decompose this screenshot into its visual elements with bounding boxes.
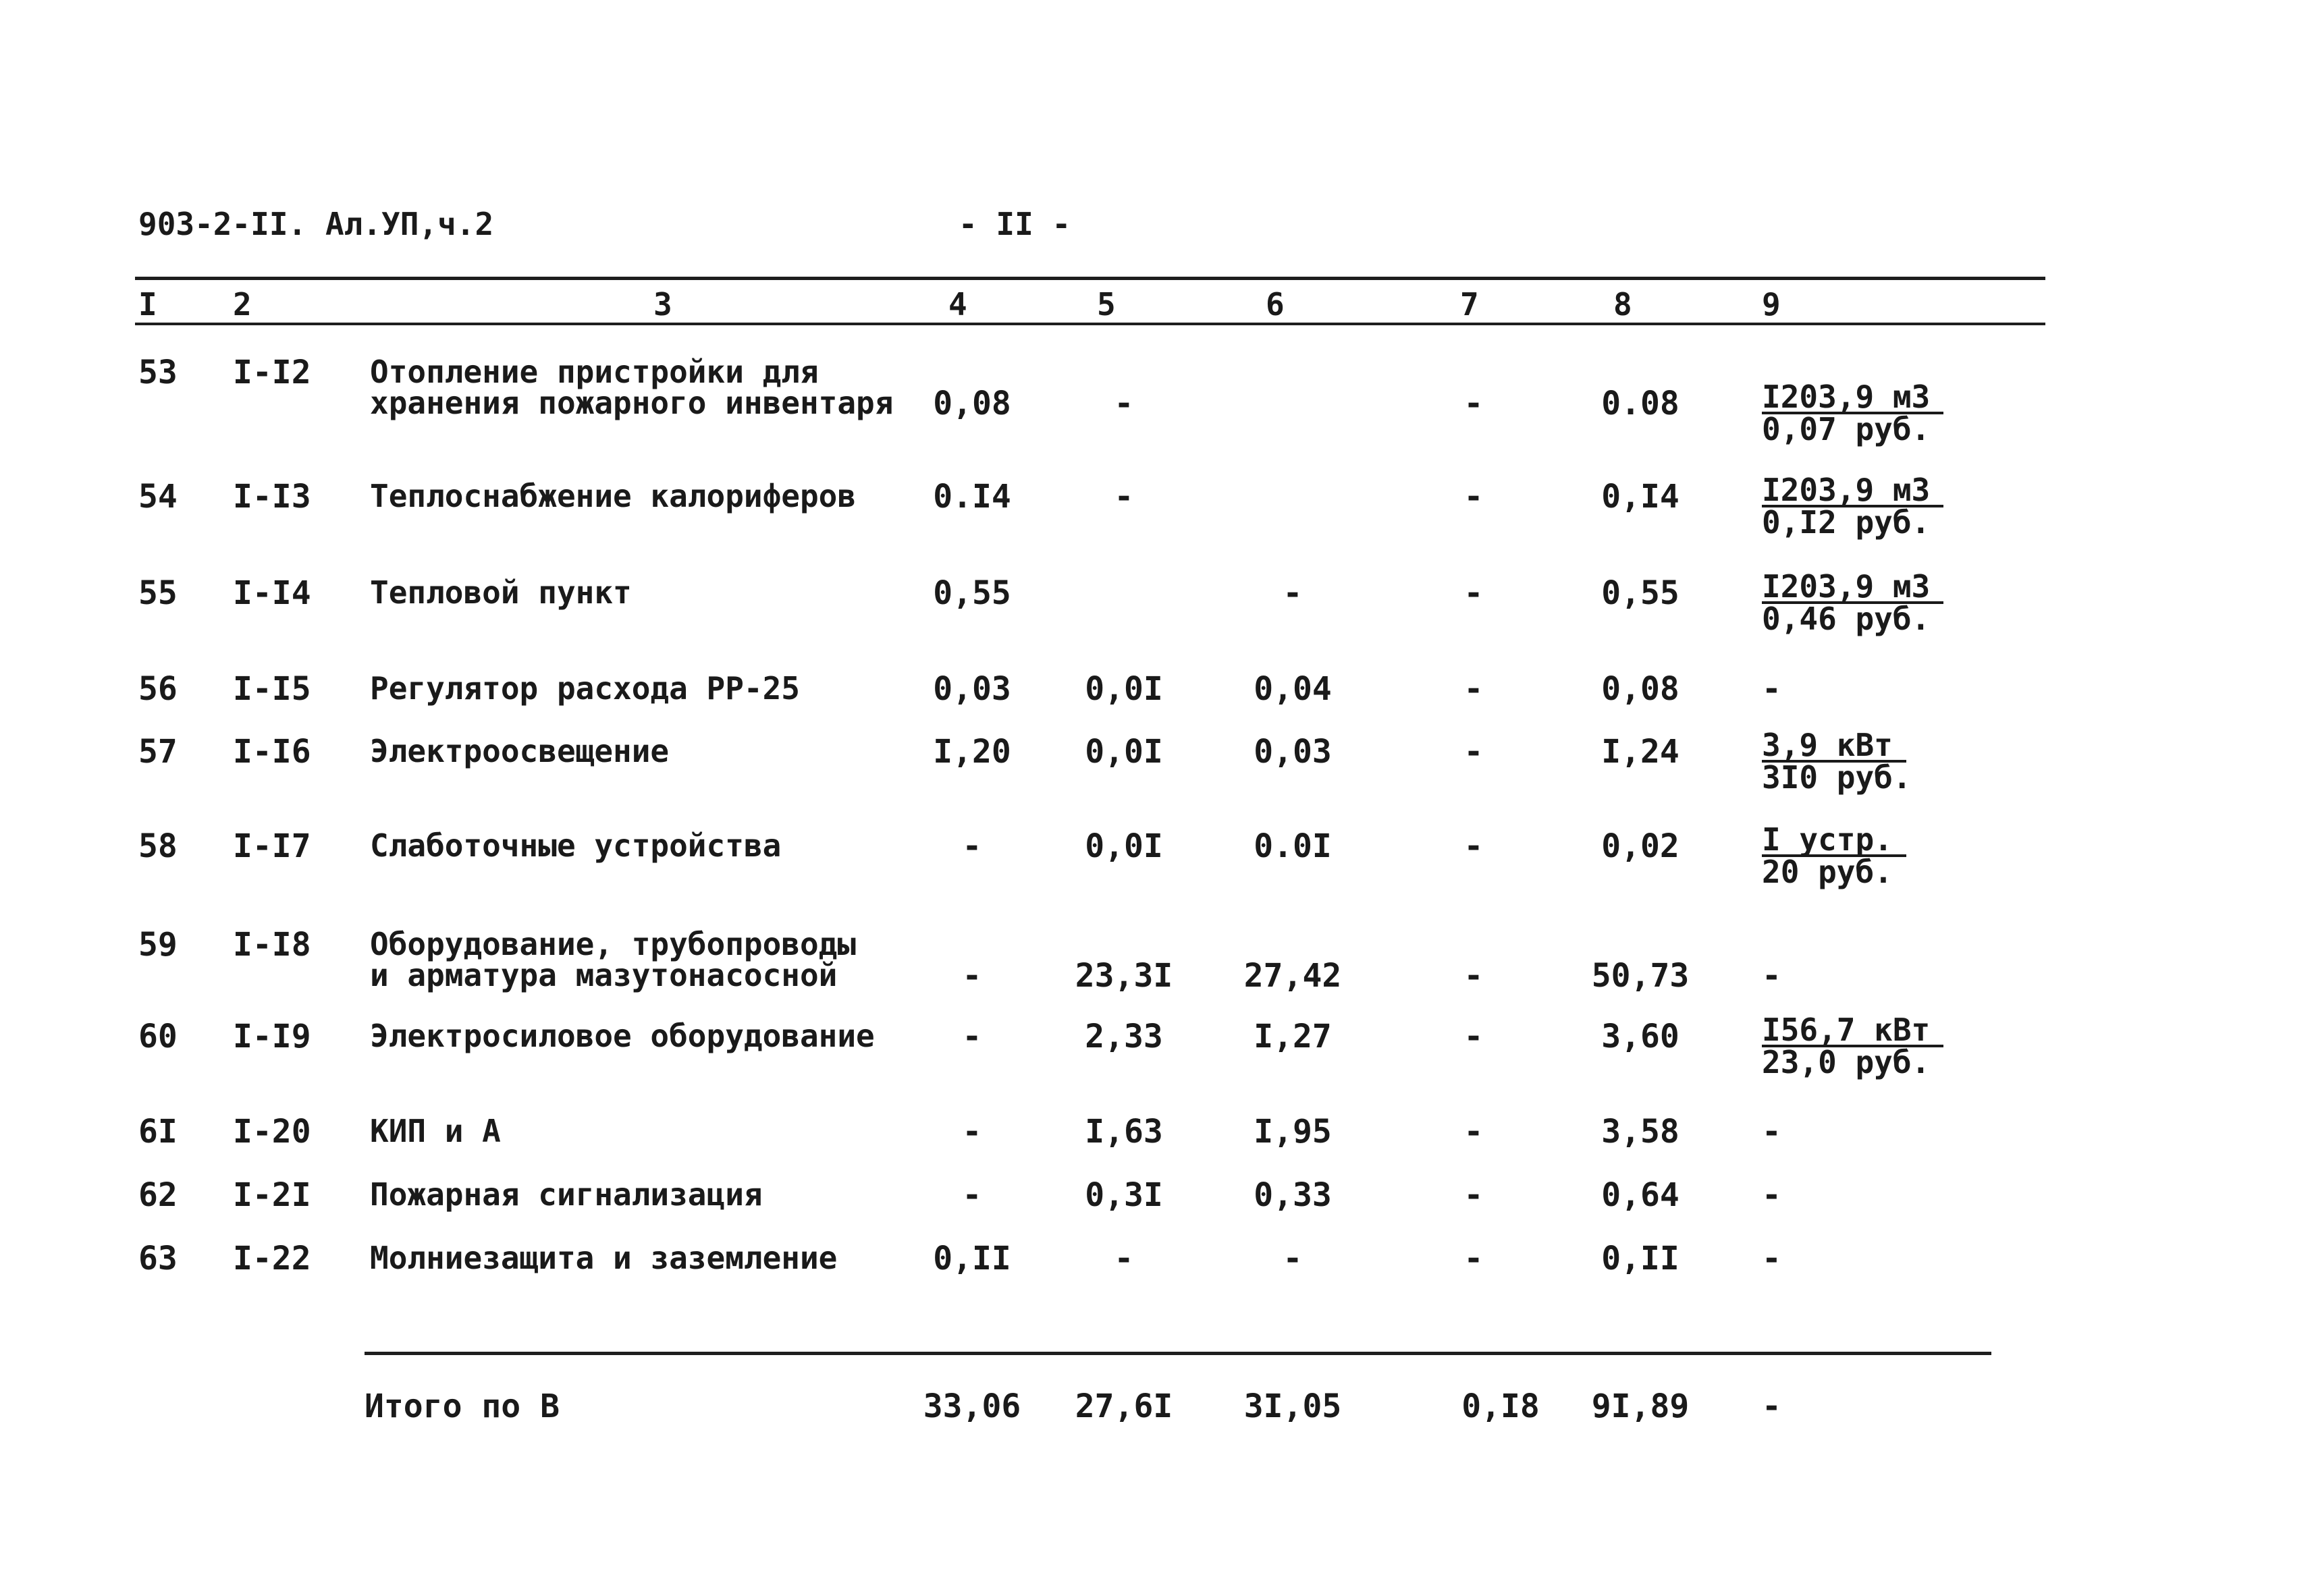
row-description: Регулятор расхода РР-25 bbox=[370, 670, 800, 707]
row-col-5: - bbox=[1114, 1240, 1134, 1277]
row-col-6: - bbox=[1283, 1240, 1303, 1277]
row-col-8: 0,55 bbox=[1601, 574, 1679, 612]
col-header-4: 4 bbox=[948, 286, 967, 323]
row-col-7: - bbox=[1463, 1240, 1484, 1277]
total-col-9: - bbox=[1762, 1387, 1781, 1425]
row-number: 62 bbox=[138, 1176, 178, 1214]
col-header-7: 7 bbox=[1460, 286, 1479, 323]
row-description: Тепловой пункт bbox=[370, 574, 632, 611]
row-col-9-fraction bbox=[1762, 1012, 1943, 1080]
row-col-8: I,24 bbox=[1601, 733, 1679, 771]
row-col-4: - bbox=[962, 1113, 982, 1151]
row-col-7: - bbox=[1463, 1113, 1484, 1151]
row-number: 60 bbox=[138, 1018, 178, 1055]
row-description: Отопление пристройки для хранения пожарного инвентаря bbox=[370, 354, 894, 421]
row-code: I-I3 bbox=[233, 478, 311, 516]
row-col-9-fraction bbox=[1762, 472, 1943, 541]
row-number: 55 bbox=[138, 574, 178, 612]
row-col-4: 0,II bbox=[933, 1240, 1011, 1277]
row-col-6: I,27 bbox=[1254, 1018, 1332, 1055]
row-col-5: I,63 bbox=[1085, 1113, 1163, 1151]
total-rule bbox=[365, 1352, 1991, 1355]
row-col-9: - bbox=[1762, 957, 1781, 995]
col-header-9: 9 bbox=[1762, 286, 1781, 323]
row-description: КИП и А bbox=[370, 1113, 501, 1149]
row-code: I-2I bbox=[233, 1176, 311, 1214]
total-col-6: 3I,05 bbox=[1243, 1387, 1342, 1425]
row-col-5: 0,0I bbox=[1085, 827, 1163, 865]
fraction-denominator: 23,0 руб. bbox=[1762, 1044, 1931, 1080]
row-col-7: - bbox=[1463, 957, 1484, 995]
fraction-numerator: I устр. bbox=[1762, 825, 1906, 857]
fraction-denominator: 20 руб. bbox=[1762, 854, 1893, 890]
table-top-rule bbox=[135, 277, 2045, 280]
row-col-5: 23,3I bbox=[1075, 957, 1173, 995]
row-col-4: - bbox=[962, 827, 982, 865]
row-description: Молниезащита и заземление bbox=[370, 1240, 838, 1276]
row-number: 54 bbox=[138, 478, 178, 516]
row-col-5: - bbox=[1114, 385, 1134, 422]
col-header-3: 3 bbox=[653, 286, 672, 323]
col-header-5: 5 bbox=[1097, 286, 1116, 323]
row-description: Теплоснабжение калориферов bbox=[370, 478, 857, 514]
row-col-8: 0,II bbox=[1601, 1240, 1679, 1277]
fraction-denominator: 0,46 руб. bbox=[1762, 601, 1931, 637]
row-col-4: 0,08 bbox=[933, 385, 1011, 422]
total-col-8: 9I,89 bbox=[1591, 1387, 1690, 1425]
row-description: Оборудование, трубопроводы и арматура мазутонасосной bbox=[370, 926, 857, 993]
row-col-8: 3,58 bbox=[1601, 1113, 1679, 1151]
row-code: I-22 bbox=[233, 1240, 311, 1277]
row-col-9: - bbox=[1762, 1176, 1781, 1214]
row-col-5: - bbox=[1114, 478, 1134, 516]
row-col-8: 0,08 bbox=[1601, 670, 1679, 708]
row-col-9: - bbox=[1762, 670, 1781, 708]
row-col-7: - bbox=[1463, 670, 1484, 708]
row-number: 57 bbox=[138, 733, 178, 771]
row-col-7: - bbox=[1463, 827, 1484, 865]
row-col-4: I,20 bbox=[933, 733, 1011, 771]
row-col-6: 0,04 bbox=[1254, 670, 1332, 708]
row-description: Пожарная сигнализация bbox=[370, 1176, 763, 1213]
row-description: Электросиловое оборудование bbox=[370, 1018, 875, 1054]
row-col-9-fraction bbox=[1762, 821, 1906, 890]
fraction-numerator: I203,9 м3 bbox=[1762, 572, 1943, 604]
row-col-5: 0,0I bbox=[1085, 670, 1163, 708]
row-col-4: 0,55 bbox=[933, 574, 1011, 612]
row-number: 6I bbox=[138, 1113, 178, 1151]
row-number: 58 bbox=[138, 827, 178, 865]
fraction-denominator: 3I0 руб. bbox=[1762, 759, 1912, 796]
row-col-4: 0,03 bbox=[933, 670, 1011, 708]
page-number: - II - bbox=[959, 206, 1071, 242]
row-col-4: - bbox=[962, 1018, 982, 1055]
row-col-7: - bbox=[1463, 733, 1484, 771]
row-code: I-20 bbox=[233, 1113, 311, 1151]
col-header-2: 2 bbox=[233, 286, 252, 323]
row-col-5: 0,3I bbox=[1085, 1176, 1163, 1214]
col-header-6: 6 bbox=[1266, 286, 1285, 323]
row-description: Электроосвещение bbox=[370, 733, 670, 769]
fraction-denominator: 0,I2 руб. bbox=[1762, 504, 1931, 541]
row-col-6: 0,33 bbox=[1254, 1176, 1332, 1214]
row-col-4: - bbox=[962, 957, 982, 995]
row-col-9-fraction bbox=[1762, 379, 1943, 447]
row-col-6: I,95 bbox=[1254, 1113, 1332, 1151]
row-col-9: - bbox=[1762, 1113, 1781, 1151]
fraction-numerator: I203,9 м3 bbox=[1762, 382, 1943, 414]
row-col-8: 0.08 bbox=[1601, 385, 1679, 422]
row-col-4: 0.I4 bbox=[933, 478, 1011, 516]
row-col-7: - bbox=[1463, 478, 1484, 516]
total-col-4: 33,06 bbox=[923, 1387, 1021, 1425]
row-col-7: - bbox=[1463, 1176, 1484, 1214]
row-col-6: 27,42 bbox=[1243, 957, 1342, 995]
row-col-7: - bbox=[1463, 574, 1484, 612]
total-label: Итого по В bbox=[365, 1387, 560, 1425]
total-col-5: 27,6I bbox=[1075, 1387, 1173, 1425]
row-number: 56 bbox=[138, 670, 178, 708]
fraction-numerator: I56,7 кВт bbox=[1762, 1015, 1943, 1047]
row-col-7: - bbox=[1463, 1018, 1484, 1055]
row-col-6: 0.0I bbox=[1254, 827, 1332, 865]
row-code: I-I2 bbox=[233, 354, 311, 391]
row-col-8: 3,60 bbox=[1601, 1018, 1679, 1055]
row-code: I-I6 bbox=[233, 733, 311, 771]
row-code: I-I9 bbox=[233, 1018, 311, 1055]
row-col-9-fraction bbox=[1762, 727, 1912, 796]
row-code: I-I5 bbox=[233, 670, 311, 708]
row-code: I-I4 bbox=[233, 574, 311, 612]
row-col-8: 0,02 bbox=[1601, 827, 1679, 865]
table-header-rule bbox=[135, 323, 2045, 325]
row-col-5: 2,33 bbox=[1085, 1018, 1163, 1055]
row-col-7: - bbox=[1463, 385, 1484, 422]
row-code: I-I8 bbox=[233, 926, 311, 964]
row-col-4: - bbox=[962, 1176, 982, 1214]
row-number: 63 bbox=[138, 1240, 178, 1277]
row-col-5: 0,0I bbox=[1085, 733, 1163, 771]
row-code: I-I7 bbox=[233, 827, 311, 865]
fraction-numerator: I203,9 м3 bbox=[1762, 475, 1943, 507]
col-header-1: I bbox=[138, 286, 157, 323]
row-col-6: - bbox=[1283, 574, 1303, 612]
fraction-numerator: 3,9 кВт bbox=[1762, 730, 1906, 763]
row-description: Слаботочные устройства bbox=[370, 827, 782, 864]
row-col-9: - bbox=[1762, 1240, 1781, 1277]
row-number: 53 bbox=[138, 354, 178, 391]
row-col-8: 50,73 bbox=[1591, 957, 1690, 995]
row-col-9-fraction bbox=[1762, 568, 1943, 637]
total-col-7: 0,I8 bbox=[1461, 1387, 1540, 1425]
row-col-6: 0,03 bbox=[1254, 733, 1332, 771]
row-col-8: 0,64 bbox=[1601, 1176, 1679, 1214]
col-header-8: 8 bbox=[1613, 286, 1632, 323]
row-number: 59 bbox=[138, 926, 178, 964]
document-code: 903-2-II. Ал.УП,ч.2 bbox=[138, 206, 494, 242]
fraction-denominator: 0,07 руб. bbox=[1762, 411, 1931, 447]
row-col-8: 0,I4 bbox=[1601, 478, 1679, 516]
